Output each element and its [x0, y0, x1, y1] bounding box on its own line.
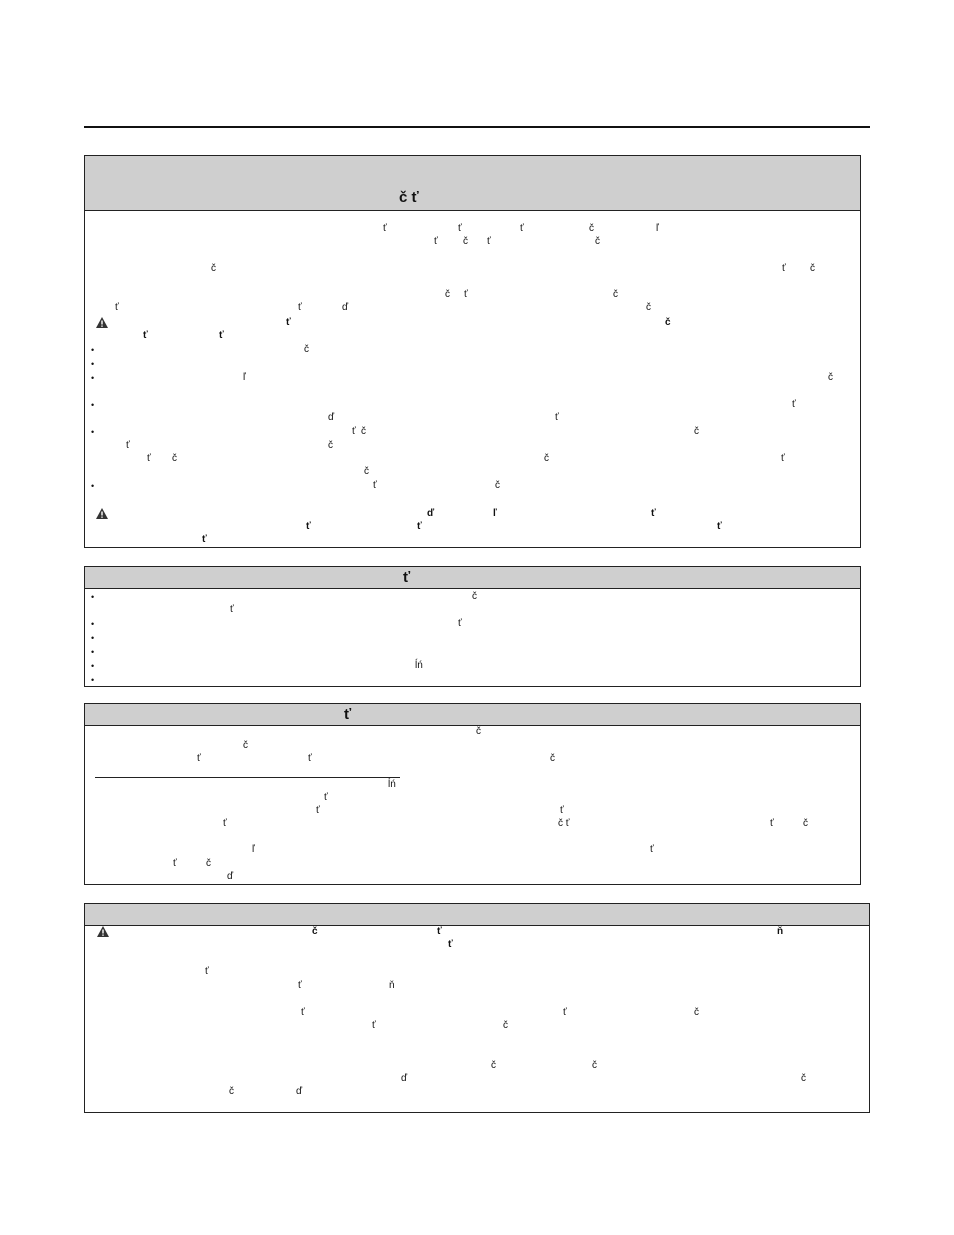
- char: č: [592, 1060, 597, 1071]
- char: ľ: [243, 372, 246, 383]
- char: č: [243, 740, 248, 751]
- char: ť: [219, 330, 224, 341]
- char: č: [495, 480, 500, 491]
- char: ť: [555, 412, 559, 423]
- char: č: [304, 344, 309, 355]
- warning-icon: [96, 317, 108, 328]
- char: č: [361, 426, 366, 437]
- char: ď: [328, 412, 335, 423]
- char: ť: [316, 805, 320, 816]
- char: č: [694, 426, 699, 437]
- section-4-header: [85, 904, 869, 926]
- char: ť: [308, 753, 312, 764]
- char: č: [589, 223, 594, 234]
- char: ď: [401, 1073, 408, 1084]
- section-2-header: [85, 567, 860, 589]
- char: č: [503, 1020, 508, 1031]
- warning-icon: [97, 926, 109, 937]
- char: ť: [126, 440, 130, 451]
- char: ť: [115, 302, 119, 313]
- char: ť: [298, 302, 302, 313]
- bullet-icon: •: [91, 633, 95, 643]
- char: ť: [197, 753, 201, 764]
- top-rule: [84, 126, 870, 128]
- char: č: [472, 591, 477, 602]
- char: č: [491, 1060, 496, 1071]
- bullet-icon: •: [91, 359, 95, 369]
- bullet-icon: •: [91, 400, 95, 410]
- char: č: [312, 926, 318, 937]
- char: ť: [372, 1020, 376, 1031]
- section-1-header: [85, 156, 860, 211]
- char: ť: [306, 521, 311, 532]
- char: ť: [301, 1007, 305, 1018]
- char: č: [550, 753, 555, 764]
- char: ť: [173, 858, 177, 869]
- char: ť: [448, 939, 453, 950]
- char: ť: [563, 1007, 567, 1018]
- char: ľ: [252, 844, 255, 855]
- char: ĺń: [415, 660, 423, 671]
- char: č: [613, 289, 618, 300]
- char: č: [476, 726, 481, 737]
- char: ť: [286, 317, 291, 328]
- bullet-icon: •: [91, 619, 95, 629]
- char: ň: [777, 926, 784, 937]
- char: ľ: [493, 508, 497, 519]
- char: ť: [650, 844, 654, 855]
- char: ň: [389, 980, 395, 991]
- char: č: [172, 453, 177, 464]
- bullet-icon: •: [91, 592, 95, 602]
- char: ď: [342, 302, 349, 313]
- char: ľ: [656, 223, 659, 234]
- char: ť: [230, 604, 234, 615]
- char: ĺń: [388, 779, 396, 790]
- bullet-icon: •: [91, 345, 95, 355]
- bullet-icon: •: [91, 427, 95, 437]
- char: ť: [205, 966, 209, 977]
- char: ť: [202, 534, 207, 545]
- bullet-icon: •: [91, 373, 95, 383]
- char: ť: [792, 399, 796, 410]
- char: ď: [296, 1086, 303, 1097]
- char: ť: [781, 453, 785, 464]
- char: č: [810, 263, 815, 274]
- char: ď: [227, 871, 234, 882]
- divider-line: [95, 777, 400, 778]
- section-box-3: [84, 703, 861, 885]
- char: ť: [520, 223, 524, 234]
- char: č: [463, 236, 468, 247]
- char: č ť: [558, 818, 570, 829]
- section-box-1: [84, 155, 861, 548]
- char: č: [211, 263, 216, 274]
- char: ť: [651, 508, 656, 519]
- char: ť: [437, 926, 442, 937]
- bullet-icon: •: [91, 647, 95, 657]
- char: č: [328, 440, 333, 451]
- warning-icon: [96, 508, 108, 519]
- char: ť: [352, 426, 356, 437]
- char: ť: [383, 223, 387, 234]
- section-box-4: [84, 903, 870, 1113]
- char: ť: [143, 330, 148, 341]
- char: č: [206, 858, 211, 869]
- bullet-icon: •: [91, 675, 95, 685]
- char: č: [229, 1086, 234, 1097]
- char: ť: [298, 980, 302, 991]
- char: ť: [417, 521, 422, 532]
- section-3-title: ť: [344, 706, 352, 723]
- section-1-title: č ť: [399, 189, 419, 206]
- section-box-2: [84, 566, 861, 687]
- char: ť: [223, 818, 227, 829]
- char: č: [801, 1073, 806, 1084]
- char: ť: [782, 263, 786, 274]
- char: č: [445, 289, 450, 300]
- char: č: [364, 466, 369, 477]
- char: ť: [434, 236, 438, 247]
- char: ť: [324, 792, 328, 803]
- char: ď: [427, 508, 435, 519]
- char: ť: [147, 453, 151, 464]
- char: č: [803, 818, 808, 829]
- char: č: [694, 1007, 699, 1018]
- char: č: [646, 302, 651, 313]
- char: č: [595, 236, 600, 247]
- char: ť: [458, 618, 462, 629]
- char: ť: [770, 818, 774, 829]
- char: ť: [717, 521, 722, 532]
- char: ť: [560, 805, 564, 816]
- char: č: [828, 372, 833, 383]
- char: č: [544, 453, 549, 464]
- char: ť: [487, 236, 491, 247]
- char: ť: [464, 289, 468, 300]
- bullet-icon: •: [91, 661, 95, 671]
- char: ť: [373, 480, 377, 491]
- char: č: [665, 317, 671, 328]
- bullet-icon: •: [91, 481, 95, 491]
- section-2-title: ť: [403, 569, 411, 586]
- section-3-header: [85, 704, 860, 726]
- char: ť: [458, 223, 462, 234]
